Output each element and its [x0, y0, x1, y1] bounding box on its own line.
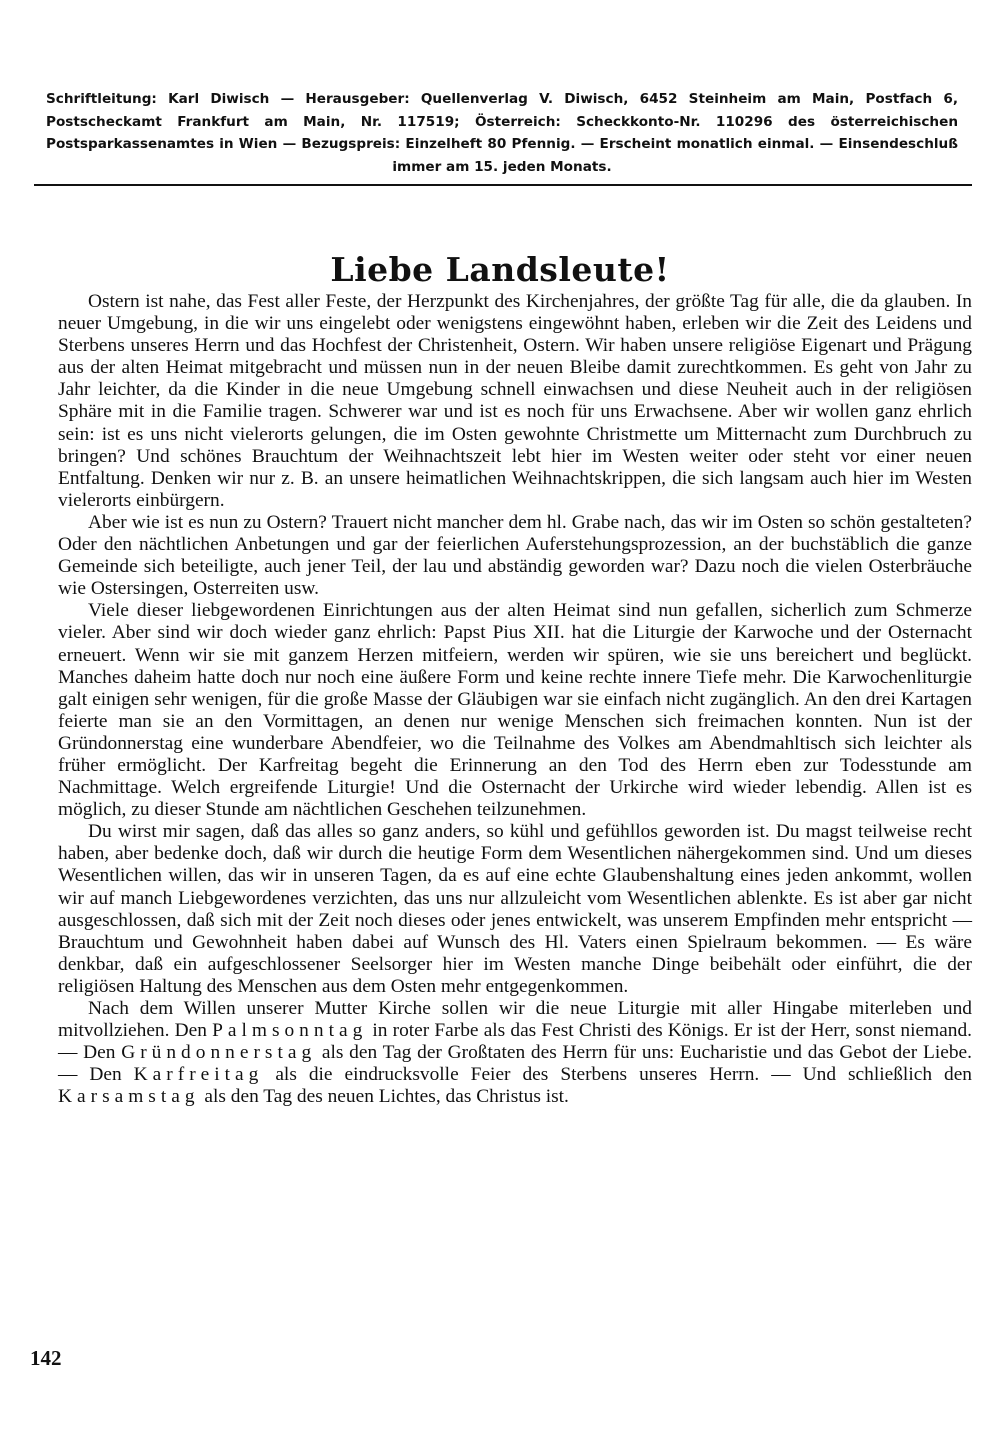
- paragraph-5: [58, 998, 972, 1108]
- paragraph-4: Du wirst mir sagen, daß das alles so ganz anders, so kühl und gefühllos geworden ist. Du magst teilweise recht haben, aber bedenke doch, daß wir durch die heutige Form dem Wesentlichen nähergekommen sind. Und um dieses Wesentlichen willen, das wir in unseren Tagen, da es auf eine echte Glaubenshaltung eines jeden ankommt, wollen wir auf manch Liebgewordenes verzichten, das uns nur allzuleicht vom Wesentlichen ablenkte. Es ist aber gar nicht ausgeschlossen, daß sich mit der Zeit noch dieses oder jenes entwickelt, was unserem Empfinden mehr entspricht — Brauchtum und Gewohnheit haben dabei auf Wunsch des Hl. Vaters einen Spielraum bekommen. — Es wäre denkbar, daß ein aufgeschlossener Seelsorger hier im Westen manche Dinge beibehält oder einführt, die der religiösen Haltung des Menschen aus dem Osten mehr entgegenkommen.: [58, 821, 972, 997]
- article-body: [58, 291, 972, 1108]
- spaced-term-gruendonnerstag: Gründonnerstag: [121, 1042, 317, 1064]
- masthead-imprint: [46, 88, 958, 178]
- paragraph-3: Viele dieser liebgewordenen Einrichtungen aus der alten Heimat sind nun gefallen, sicherlich zum Schmerze vieler. Aber sind wir doch wieder ganz ehrlich: Papst Pius XII. hat die Liturgie der Karwoche und der Osternacht erneuert. Wenn wir sie mit ganzem Herzen mitfeiern, werden wir spüren, wie sie uns bereichert und beglückt. Manches daheim hatte doch nur noch eine äußere Form und keine rechte innere Tiefe mehr. Die Karwochenliturgie galt einigen sehr wenigen, für die große Masse der Gläubigen war sie einfach nicht zugänglich. An den drei Kartagen feierte man sie an den Vormittagen, an denen nur wenige Menschen sich freimachen konnten. Nun ist der Gründonnerstag eine wunderbare Abendfeier, wo die Teilnahme des Volkes am Abendmahltisch sich leichter als früher ermöglicht. Der Karfreitag begeht die Erinnerung an den Tod des Herrn eben zur Todesstunde am Nachmittage. Welch ergreifende Liturgie! Und die Osternacht der Urkirche wird wieder lebendig. Allen ist es möglich, zu dieser Stunde am nächtlichen Geschehen teilzunehmen.: [58, 600, 972, 821]
- article-title: Liebe Landsleute!: [330, 250, 670, 290]
- paragraph-5-text: als die eindrucksvolle Feier des Sterbens unseres Herrn. — Und schließlich den: [263, 1064, 972, 1086]
- masthead-text: Schriftleitung: Karl Diwisch — Herausgeber: Quellenverlag V. Diwisch, 6452 Steinheim am Main, Postfach 6, Postscheckamt Frankfurt am Main, Nr. 117519; Österreich: Scheckkonto-Nr. 110296 des österreichischen Postsparkassenamtes in Wien — Bezugspreis: Einzelheft 80 Pfennig. — Erscheint monatlich einmal. — Einsendeschluß immer am 15. jeden Monats.: [46, 91, 958, 175]
- page-number: 142: [30, 1346, 62, 1370]
- paragraph-5-text: Nach dem Willen unserer Mutter Kirche sollen wir die neue Liturgie mit aller Hingabe miterleben und mitvollziehen. Den: [58, 998, 972, 1042]
- spaced-term-karsamstag: Karsamstag: [58, 1086, 200, 1108]
- spaced-term-palmsonntag: Palmsonntag: [212, 1020, 368, 1042]
- paragraph-2: Aber wie ist es nun zu Ostern? Trauert nicht mancher dem hl. Grabe nach, das wir im Osten so schön gestalteten? Oder den nächtlichen Anbetungen und gar der feierlichen Auferstehungsprozession, an der buchstäblich die ganze Gemeinde sich beteiligte, auch jener Teil, der lau und abständig geworden war? Dazu noch die vielen Osterbräuche wie Ostersingen, Osterreiten usw.: [58, 511, 972, 600]
- paragraph-1: Ostern ist nahe, das Fest aller Feste, der Herzpunkt des Kirchenjahres, der größte Tag für alle, die da glauben. In neuer Umgebung, in die wir uns eingelebt oder wenigstens eingewöhnt haben, erleben wir die Zeit des Leidens und Sterbens unseres Herrn und das Hochfest der Christenheit, Ostern. Wir haben unsere religiöse Eigenart und Prägung aus der alten Heimat mitgebracht und müssen nun in der neuen Bleibe damit zurechtkommen. Es geht von Jahr zu Jahr leichter, da die Kinder in die neue Umgebung schnell einwachsen und diese Neuheit auch in der religiösen Sphäre mit in die Familie tragen. Schwerer war und ist es noch für uns Erwachsene. Aber wir wollen ganz ehrlich sein: ist es uns nicht vielerorts gelungen, die im Osten gewohnte Christmette um Mitternacht zum Durchbruch zu bringen? Und schönes Brauchtum der Weihnachtszeit lebt hier im Westen weiter oder steht vor einer neuen Entfaltung. Denken wir nur z. B. an unsere heimatlichen Weihnachtskrippen, die sich langsam auch hier im Westen vielerorts einbürgern.: [58, 291, 972, 511]
- masthead-divider: [34, 184, 972, 186]
- spaced-term-karfreitag: Karfreitag: [133, 1064, 264, 1086]
- paragraph-5-text: als den Tag der Großtaten des Herrn für uns: Eucharistie und das Gebot der Liebe. — Den: [58, 1042, 972, 1086]
- paragraph-5-text: in roter Farbe als das Fest Christi des Königs. Er ist der Herr, sonst niemand. — Den: [58, 1020, 972, 1064]
- paragraph-5-text: als den Tag des neuen Lichtes, das Christus ist.: [199, 1086, 569, 1108]
